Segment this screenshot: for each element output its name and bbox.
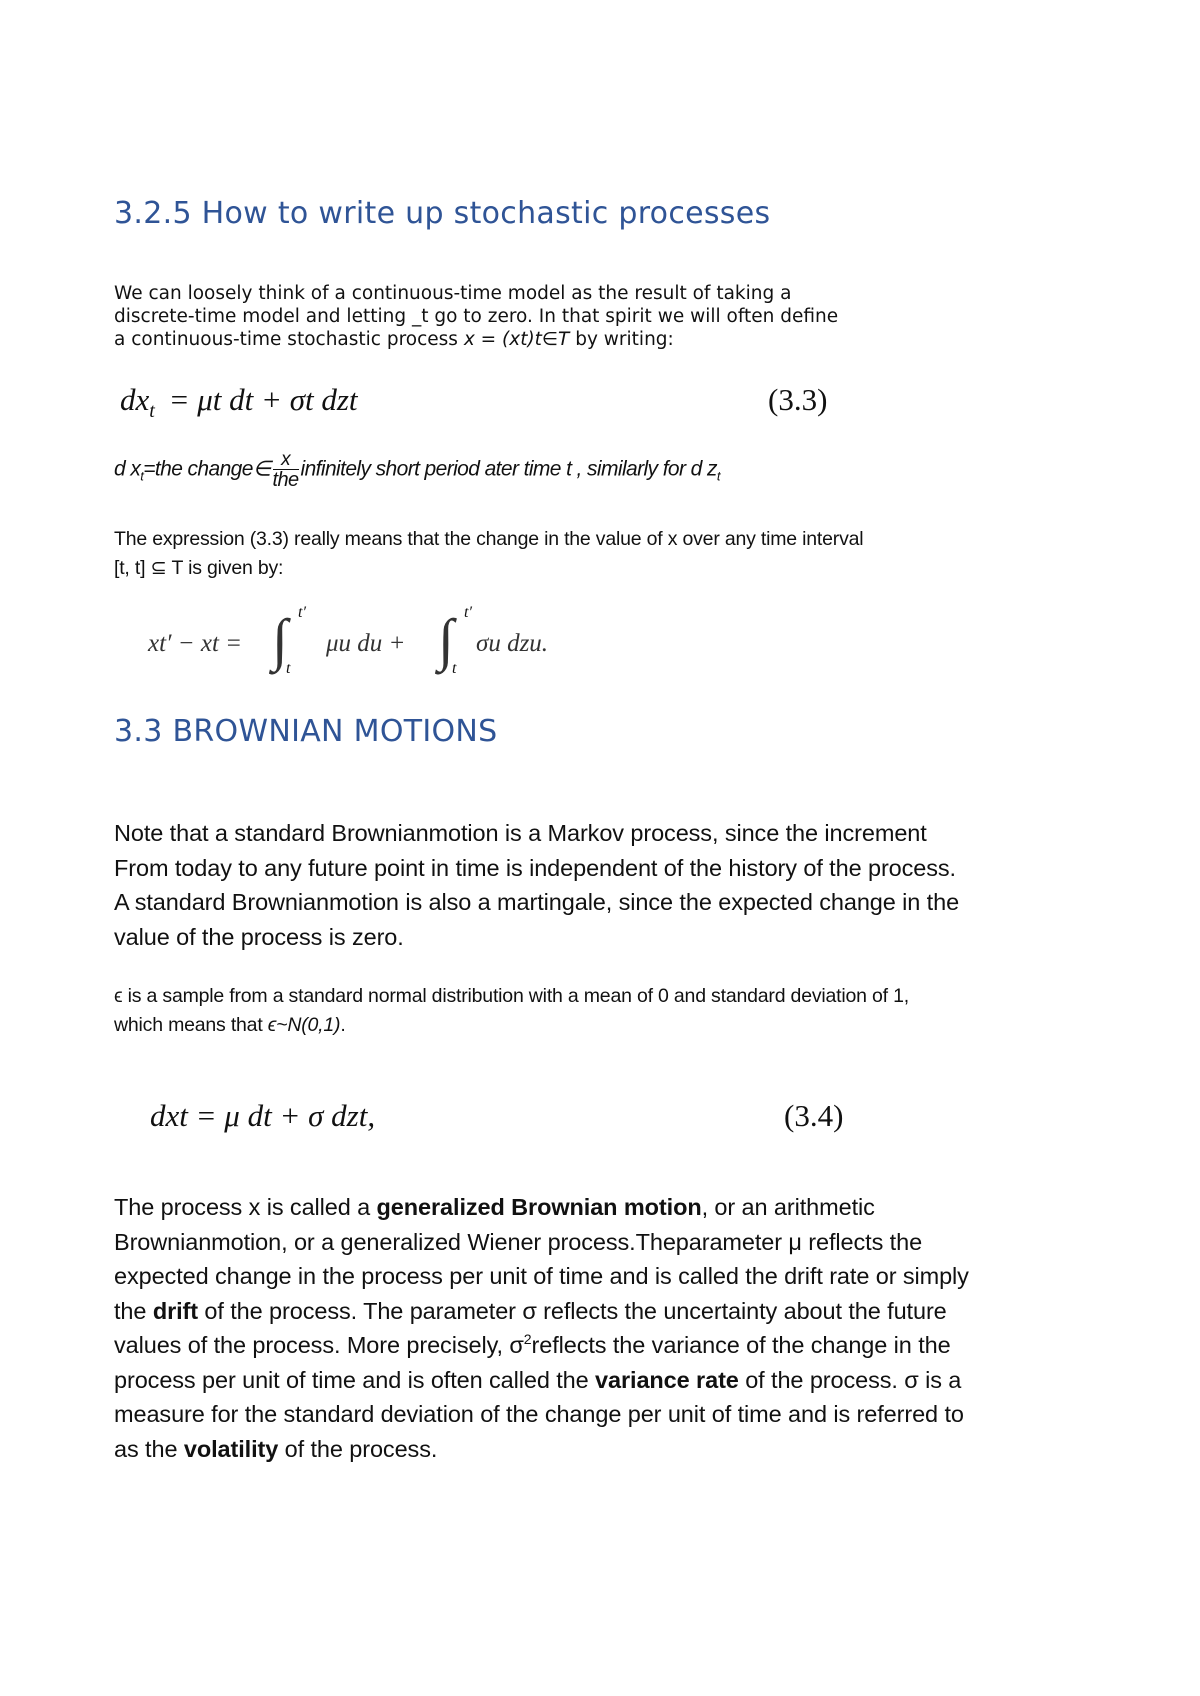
epsilon-line-2: which means that ϵ~N(0,1). xyxy=(114,1014,346,1036)
term-volatility: volatility xyxy=(183,1435,279,1462)
equation-3-3-number: (3.3) xyxy=(768,382,828,417)
integral-sign-2: ∫ xyxy=(438,607,454,672)
expression-paragraph xyxy=(114,525,863,583)
expression-line-2: [t, t] ⊆ T is given by: xyxy=(114,557,284,579)
equation-3-4-number: (3.4) xyxy=(784,1098,844,1133)
brownian-paragraph-1 xyxy=(114,816,959,954)
equation-3-3: $dx_t = \mu t$ dt + σt dzt xyxy=(120,382,358,423)
process-notation: x = (xt)t∈T xyxy=(463,329,570,350)
paragraph-line: measure for the standard deviation of the change per unit of time and is referred to xyxy=(114,1401,964,1427)
intro-line-2: discrete-time model and letting _t go to zero. In that spirit we will often define xyxy=(114,306,839,327)
paragraph-line: The process x is called a generalized Brownian motion, or an arithmetic xyxy=(114,1194,875,1220)
section-heading-3-3: 3.3 BROWNIAN MOTIONS xyxy=(114,714,498,749)
fraction: $\frac{x}{\text{the}}$ xyxy=(272,449,299,491)
intro-line-3: a continuous-time stochastic process x = (xt)t∈T by writing: xyxy=(114,329,674,350)
paragraph-line: process per unit of time and is often called the variance rate of the process. σ is a xyxy=(114,1366,962,1393)
differential-definition: d $x_t=the$ change∈ $\frac{x}{\text{the}}$ infinitely short period ater time t , similarly for d $z_t$ xyxy=(114,449,720,491)
equation-3-4: dxt = μ dt + σ dzt, xyxy=(150,1098,376,1133)
epsilon-line-1: ϵ is a sample from a standard normal distribution with a mean of 0 and standard deviation of 1, xyxy=(114,985,909,1007)
intro-line-1: We can loosely think of a continuous-time model as the result of taking a xyxy=(114,283,792,304)
paragraph-line: From today to any future point in time is independent of the history of the process. xyxy=(114,854,956,881)
paragraph-line: Note that a standard Brownianmotion is a Markov process, since the increment xyxy=(114,820,927,846)
normal-distribution-notation: ϵ~N(0,1) xyxy=(267,1014,341,1036)
term-drift: drift xyxy=(152,1297,198,1324)
term-variance-rate: variance rate xyxy=(595,1366,739,1393)
paragraph-line: values of the process. More precisely, $\sigma^2reflects$ the variance of the change in the xyxy=(114,1331,951,1358)
paragraph-line: as the volatility of the process. xyxy=(114,1435,438,1462)
expression-line-1: The expression (3.3) really means that the change in the value of x over any time interval xyxy=(114,528,864,550)
brownian-paragraph-2 xyxy=(114,1190,969,1466)
intro-paragraph xyxy=(114,282,838,351)
term-generalized-brownian-motion: generalized Brownian motion xyxy=(376,1194,702,1220)
paragraph-line: Brownianmotion, or a generalized Wiener process.Theparameter μ reflects the xyxy=(114,1228,923,1255)
epsilon-paragraph xyxy=(114,982,909,1040)
paragraph-line: value of the process is zero. xyxy=(114,923,404,950)
paragraph-line: the drift of the process. The parameter σ reflects the uncertainty about the future xyxy=(114,1297,947,1324)
paragraph-line: A standard Brownianmotion is also a martingale, since the expected change in the xyxy=(114,889,960,915)
paragraph-line: expected change in the process per unit of time and is called the drift rate or simply xyxy=(114,1263,969,1289)
section-heading-3-2-5: 3.2.5 How to write up stochastic processes xyxy=(114,196,771,231)
integral-sign-1: ∫ xyxy=(272,607,288,672)
